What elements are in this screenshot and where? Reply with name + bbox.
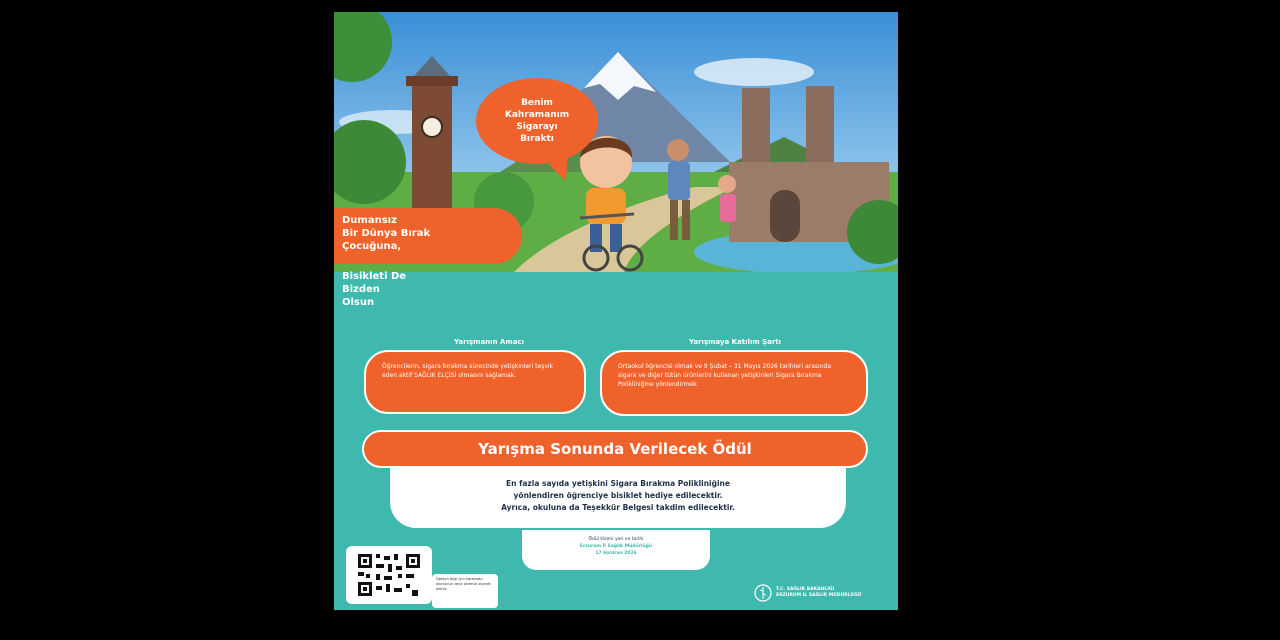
ministry-emblem-icon [754,584,772,602]
aim-title: Yarışmanın Amacı [454,338,524,346]
award-description [390,468,846,528]
qr-note: Detaylı bilgi için karekodu okutunuz veya sitemizi ziyaret ediniz [432,574,498,608]
qr-code-icon [346,546,432,604]
bubble-line: Bıraktı [520,134,554,144]
award-line: yönlendiren öğrenciye bisiklet hediye edilecektir. [513,491,723,500]
ceremony-info [522,530,710,570]
conditions-box [600,350,868,416]
ministry-logo [754,580,894,606]
award-title: Yarışma Sonunda Verilecek Ödül [362,430,868,468]
bubble-line: Kahramanım [504,110,570,120]
speech-bubble [476,78,598,164]
ministry-sub: ERZURUM İL SAĞLIK MÜDÜRLÜĞÜ [776,593,862,598]
ceremony-label: Ödül töreni yeri ve tarihi [588,537,644,542]
slogan-line: Dumansız [342,215,397,226]
aim-box [364,350,586,414]
ceremony-org: Erzurum İl Sağlık Müdürlüğü [579,544,653,549]
slogan-line: Bisikleti De [342,271,407,282]
slogan-line: Bir Dünya Bırak [342,228,431,239]
slogan-line: Bizden [342,284,380,295]
slogan-line: Çocuğuna, [342,241,402,252]
bubble-line: Benim [521,98,553,108]
aim-text: Öğrencilerin, sigara bırakma sürecinde yetişkinleri teşvik eden aktif SAĞLIK ELÇİSİ olmasını sağlamak. [382,363,554,379]
conditions-title: Yarışmaya Katılım Şartı [688,338,782,346]
slogan-banner [334,208,522,264]
ministry-name: T.C. SAĞLIK BAKANLIĞI [776,587,835,592]
award-line: Ayrıca, okuluna da Teşekkür Belgesi takdim edilecektir. [501,503,735,512]
bubble-line: Sigarayı [516,122,558,132]
campaign-poster [334,12,898,610]
slogan-secondary [342,270,482,309]
conditions-text: Ortaokul öğrencisi olmak ve 9 Şubat – 31 Mayıs 2026 tarihleri arasında sigara ve diğer tütün ürünlerini kullanan yetişkinleri Sigara Bırakma Polikliniğine yönlendirmek. [618,363,831,388]
slogan-line: Olsun [342,297,375,308]
ceremony-date: 17 Haziran 2026 [595,551,637,556]
qr-code-card[interactable] [346,546,432,604]
award-line: En fazla sayıda yetişkini Sigara Bırakma Polikliniğine [506,479,730,488]
